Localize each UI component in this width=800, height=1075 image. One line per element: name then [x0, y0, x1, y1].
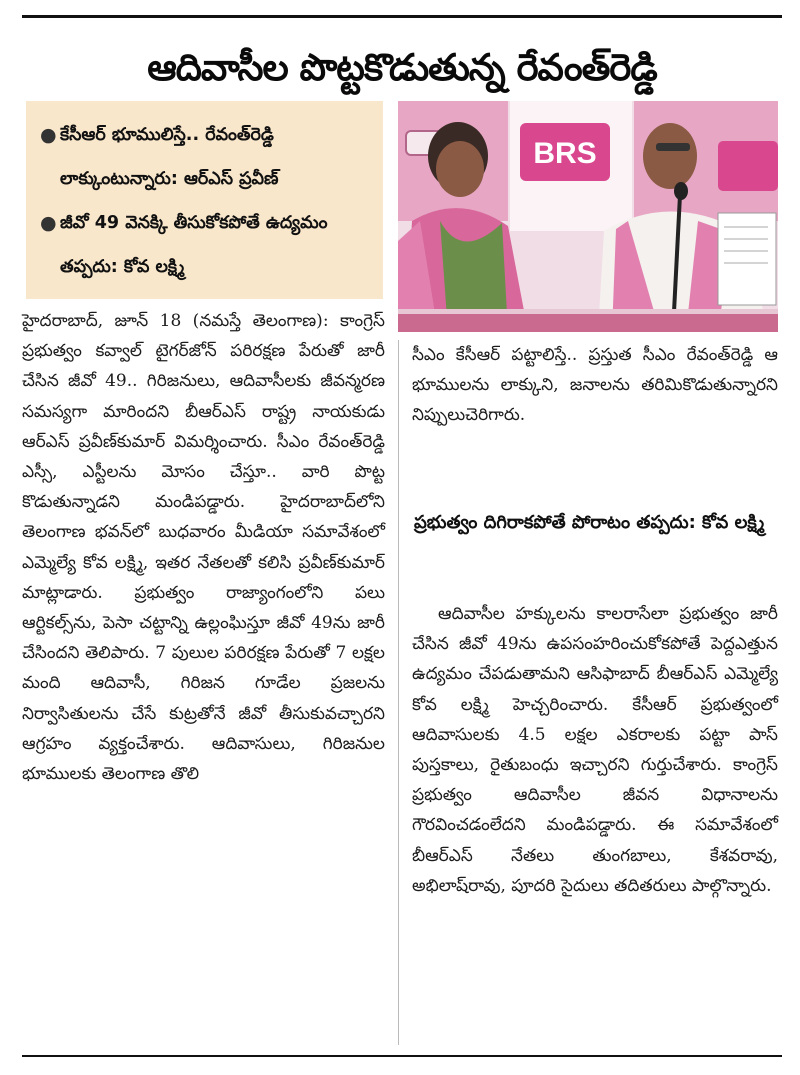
article-body-right-bottom: ఆదివాసీల హక్కులను కాలరాసేలా ప్రభుత్వం జారీ చేసిన జీవో 49ను ఉపసంహరించుకోకపోతే పెద్దఎత్తున ఉద్యమం చేపడుతామని ఆసిఫాబాద్ బీఆర్‌ఎస్ ఎమ్మెల్యే కోవ లక్ష్మి హెచ్చరించారు. కేసీఆర్ ప్రభుత్వంలో ఆదివాసులకు 4.5 లక్షల ఎకరాలకు పట్టా పాస్ పుస్తకాలు, రైతుబంధు ఇచ్చారని గుర్తుచేశారు. కాంగ్రెస్ ప్రభుత్వం ఆదివాసీల జీవన విధానాలను గౌరవించడంలేదని మండిపడ్డారు. ఈ సమావేశంలో బీఆర్‌ఎస్ నేతలు తుంగబాలు, కేశవరావు, అభిలాష్‌రావు, పూదరి సైదులు తదితరులు పాల్గొన్నారు. [412, 604, 778, 896]
summary-text: కేసీఆర్ భూములిస్తే.. రేవంత్‌రెడ్డి లాక్కుంటున్నారు: ఆర్‌ఎస్ ప్రవీణ్ [60, 125, 279, 189]
article-body-left: హైదరాబాద్, జూన్ 18 (నమస్తే తెలంగాణ): కాంగ్రెస్ ప్రభుత్వం కవ్వాల్ టైగర్‌జోన్ పరిరక్షణ పేరుతో జారీ చేసిన జీవో 49.. గిరిజనులు, ఆదివాసీలకు జీవన్మరణ సమస్యగా మారిందని బీఆర్‌ఎస్ రాష్ట్ర నాయకుడు ఆర్‌ఎస్ ప్రవీణ్‌కుమార్ విమర్శించారు. సీఎం రేవంత్‌రెడ్డి ఎస్సీ, ఎస్టీలను మోసం చేస్తూ.. వారి పొట్ట కొడుతున్నాడని మండిపడ్డారు. హైదరాబాద్‌లోని తెలంగాణ భవన్‌లో బుధవారం మీడియా సమావేశంలో ఎమ్మెల్యే కోవ లక్ష్మి, ఇతర నేతలతో కలిసి ప్రవీణ్‌కుమార్ మాట్లాడారు. ప్రభుత్వం రాజ్యాంగంలోని పలు ఆర్టికల్స్‌ను, పెసా చట్టాన్ని ఉల్లంఘిస్తూ జీవో 49ను జారీ చేసిందని తెలిపారు. 7 పులుల పరిరక్షణ పేరుతో 7 లక్షల మంది ఆదివాసీ, గిరిజన గూడేల ప్రజలను నిర్వాసితులను చేసే కుట్రతోనే జీవో తీసుకువచ్చారని ఆగ్రహం వ్యక్తంచేశారు. ఆదివాసులు, గిరిజనుల భూములకు తెలంగాణ తొలి [22, 311, 385, 785]
top-rule [22, 15, 782, 18]
press-conference-photo [398, 101, 778, 332]
banner-text: BRS [533, 137, 597, 170]
column-divider [398, 340, 399, 1045]
summary-item [36, 113, 375, 201]
bullet-icon: ● [40, 124, 57, 146]
article-body-right-top: సీఎం కేసీఆర్ పట్టాలిస్తే.. ప్రస్తుత సీఎం రేవంత్‌రెడ్డి ఆ భూములను లాక్కుని, జనాలను తరిమికొడుతున్నారని నిప్పులుచెరిగారు. [412, 345, 778, 426]
press-conference-illustration [398, 101, 778, 332]
bottom-rule [22, 1055, 782, 1057]
summary-text: జీవో 49 వెనక్కి తీసుకోకపోతే ఉద్యమం తప్పదు: కోవ లక్ష్మి [60, 213, 328, 277]
summary-item [36, 201, 375, 289]
subheading: ప్రభుత్వం దిగిరాకపోతే పోరాటం తప్పదు: కోవ లక్ష్మి [414, 512, 765, 533]
bullet-icon: ● [40, 212, 57, 234]
summary-box [26, 101, 383, 299]
headline: ఆదివాసీల పొట్టకొడుతున్న రేవంత్‌రెడ్డి [147, 46, 657, 89]
